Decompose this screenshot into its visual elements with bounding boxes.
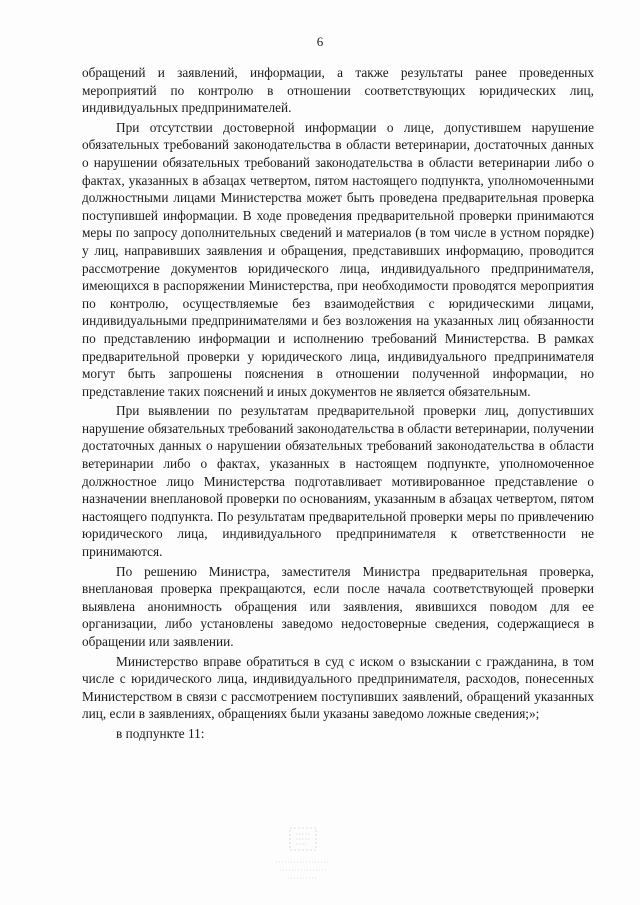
paragraph: По решению Министра, заместителя Министра предварительная проверка, внеплановая проверка прекращаются, если после начала соответствующей проверки выявлена анонимность обращения или заявления, явившихся поводом для ее организации, либо установлены заведомо недостоверные сведения, содержащиеся в обращении или заявлении. xyxy=(82,563,594,649)
page-number: 6 xyxy=(316,34,324,49)
paragraph: При выявлении по результатам предварительной проверки лиц, допустивших нарушение обязательных требований законодательства в области ветеринарии, получении достаточных данных о нарушении обязательных требований законодательства в области ветеринарии либо о фактах, указанных в настоящем подпункте, уполномоченное должностное лицо Министерства подготавливает мотивированное представление о назначении внеплановой проверки по основаниям, указанным в абзацах четвертом, пятом настоящего подпункта. По результатам предварительной проверки меры по привлечению юридического лица, индивидуального предпринимателя к ответственности не принимаются. xyxy=(82,403,594,560)
document-body xyxy=(82,64,594,743)
stamp-mark-icon xyxy=(268,824,338,886)
paragraph: обращений и заявлений, информации, а также результаты ранее проведенных мероприятий по контролю в отношении соответствующих юридических лиц, индивидуальных предпринимателей. xyxy=(82,65,594,116)
paragraph: При отсутствии достоверной информации о лице, допустившем нарушение обязательных требований законодательства в области ветеринарии, достаточных данных о нарушении обязательных требований законодательства в области ветеринарии либо о фактах, указанных в абзацах четвертом, пятом настоящего подпункта, уполномоченными должностными лицами Министерства может быть проведена предварительная проверка поступившей информации. В ходе проведения предварительной проверки принимаются меры по запросу дополнительных сведений и материалов (в том числе в устном порядке) у лиц, направивших заявления и обращения, представивших информацию, проводится рассмотрение документов юридического лица, индивидуального предпринимателя, имеющихся в распоряжении Министерства, при необходимости проводятся мероприятия по контролю, осуществляемые без взаимодействия с юридическими лицами, индивидуальными предпринимателями и без возложения на указанных лиц обязанности по представлению информации и исполнению требований Министерства. В рамках предварительной проверки у юридического лица, индивидуального предпринимателя могут быть запрошены пояснения в отношении полученной информации, но представление таких пояснений и иных документов не является обязательным. xyxy=(82,119,594,399)
paragraph: в подпункте 11: xyxy=(116,725,205,741)
paragraph: Министерство вправе обратиться в суд с иском о взыскании с гражданина, в том числе с юридического лица, индивидуального предпринимателя, расходов, понесенных Министерством в связи с рассмотрением поступивших заявлений, обращений указанных лиц, если в заявлениях, обращениях были указаны заведомо ложные сведения;»; xyxy=(82,653,594,722)
